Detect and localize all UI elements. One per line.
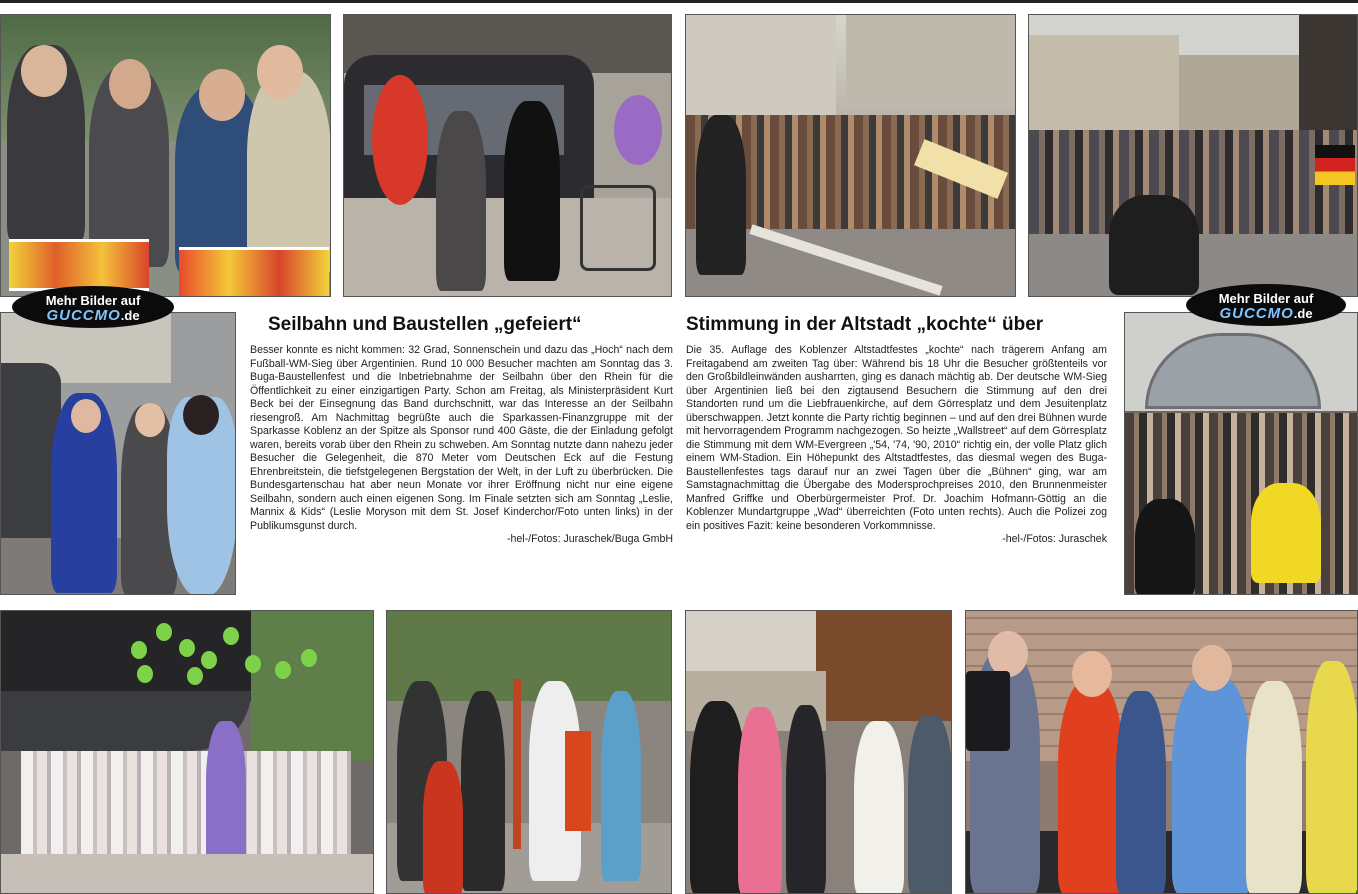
article-text: Besser konnte es nicht kommen: 32 Grad, Sonnenschein und dazu das „Hoch“ nach dem Fußball-WM-Sieg über Argentinien. Rund 10 000 Besucher machten am Sonntag das 3. Buga-Baustellenfest und die Inbetriebnahme der Seilbahn über den Rhein für die Öffentlichkeit zu einer einzigartigen Party. Schon am Freitag, als Ministerpräsident Kurt Beck bei der Einsegnung das Band durchschnitt, war das Interesse an der Seilbahn riesengroß. Am Nachmittag begrüßte auch die Sparkassen-Finanzgruppe mit der Sparkasse Koblenz an der Spitze als Sponsor rund 400 Gäste, die der Einladung gefolgt waren, bereits vorab über den Rhein zu schweben. Am Sonntag nutzte dann nahezu jeder Besucher die Gelegenheit, die 870 Meter vom Deutschen Eck auf die Festung Ehrenbreitstein, die tiefstgelegenen Bergstation der Welt, in der Luft zu überbrücken. Die Bundesgartenschau hat aber neun Monate vor ihrer Eröffnung nicht nur eine eigene Seilbahn, sondern auch einen eigenen Song. Im Finale setzten sich am Sonntag „Leslie, Mannix & Kids“ (Leslie Moryson mit dem St. Josef Kinderchor/Foto unten links) in der Publikumsgunst durch. [250, 344, 673, 532]
photo-altstadt-crowd [685, 14, 1016, 297]
photo-credit: -hel-/Fotos: Juraschek/Buga GmbH [506, 533, 673, 545]
photo-costumed-guests [0, 312, 236, 595]
page-top-rule [0, 0, 1358, 3]
photo-ribbon-cutting [0, 14, 331, 297]
article-headline-altstadt: Stimmung in der Altstadt „kochte“ über [686, 314, 1044, 335]
photo-choir-balloons [0, 610, 374, 894]
badge-brand: GUCCMO [1219, 305, 1294, 322]
photo-credit: -hel-/Fotos: Juraschek [1002, 533, 1107, 545]
article-text: Die 35. Auflage des Koblenzer Altstadtfestes „kochte“ nach trägerem Anfang am Freitagabend am zweiten Tag über: Während bis 18 Uhr die Besucher größtenteils vor den Großbildleinwänden ausharrten, ging es danach mächtig ab. Der deutsche WM-Sieg über Argentinien ließ bei den zigtausend Besuchern die Stimmung auf den drei Standorten rund um die Liebfrauenkirche, auf dem Görresplatz und dem Jesuitenplatz überschwappen. Jetzt konnte die Party richtig beginnen – und auf den drei Bühnen wurde mit hervorragendem Programm nachgezogen. So heizte „Wallstreet“ auf dem Görresplatz die Stimmung mit dem WM-Evergreen „'54, '74, '90, 2010“ richtig ein, der volle Platz glich einem WM-Stadion. Ein Höhepunkt des Altstadtfestes, das diesmal wegen des Buga-Baustellenfestes tags darauf nur an zwei Tagen über die „Bühnen“ ging, war am Samstagnachmittag die Übergabe des Modersprochpreises 2010, den Brunnenmeister Manfred Griffke und Oberbürgermeister Prof. Dr. Joachim Hofmann-Göttig an die Koblenzer Mundartgruppe „Wad“ überreichten (Foto unten rechts). Auch die Polizei zog ein positives Fazit: keine besonderen Vorkommnisse. [686, 344, 1107, 532]
badge-label: Mehr Bilder auf [1218, 291, 1314, 306]
article-body-altstadt [686, 344, 1107, 547]
photo-skiers-parade [386, 610, 672, 894]
badge-label: Mehr Bilder auf [45, 293, 141, 308]
photo-concert-stage [1124, 312, 1358, 595]
article-body-seilbahn [250, 344, 673, 547]
promo-badge-left[interactable] [12, 286, 174, 328]
photo-award-ceremony [965, 610, 1358, 894]
photo-fans-dancing [1028, 14, 1358, 297]
promo-badge-right[interactable] [1186, 284, 1346, 326]
article-headline-seilbahn: Seilbahn und Baustellen „gefeiert“ [268, 314, 582, 335]
badge-brand: GUCCMO [46, 307, 121, 324]
badge-tld: .de [120, 308, 140, 323]
photo-gondola-station [343, 14, 672, 297]
badge-tld: .de [1293, 306, 1313, 321]
photo-market-visitors [685, 610, 952, 894]
